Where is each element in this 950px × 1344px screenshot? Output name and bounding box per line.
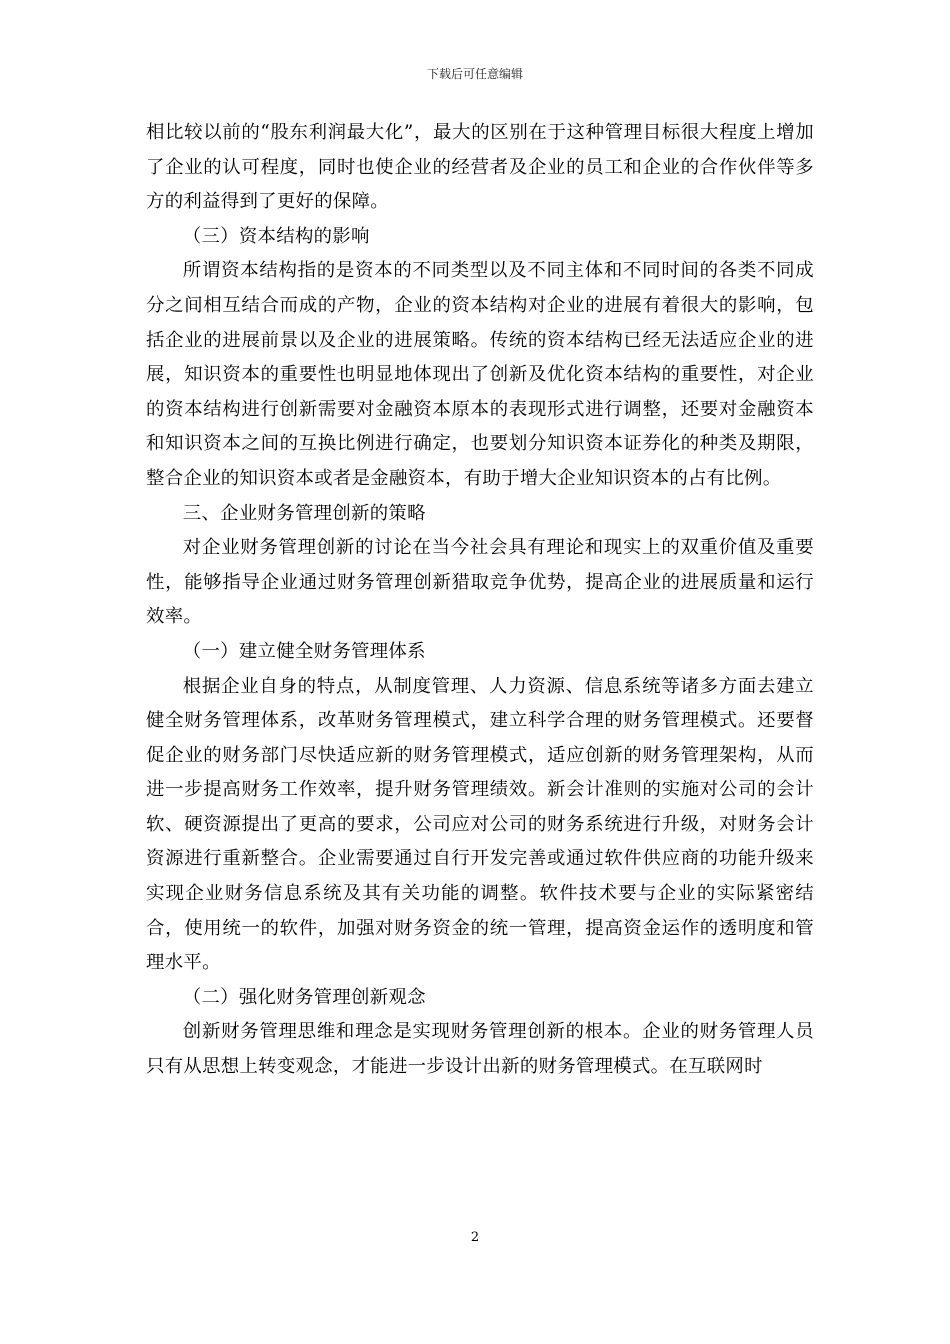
paragraph-management-system: 根据企业自身的特点，从制度管理、人力资源、信息系统等诸多方面去建立健全财务管理体系，改革财务管理模式，建立科学合理的财务管理模式。还要督促企业的财务部门尽快适应新的财务管理模式，适应创新的财务管理架构，从而进一步提高财务工作效率，提升财务管理绩效。新会计准则的实施对公司的会计软、硬资源提出了更高的要求，公司应对公司的财务系统进行升级，对财务会计资源进行重新整合。企业需要通过自行开发完善或通过软件供应商的功能升级来实现企业财务信息系统及其有关功能的调整。软件技术要与企业的实际紧密结合，使用统一的软件，加强对财务资金的统一管理，提高资金运作的透明度和管理水平。	[146, 675, 814, 974]
page-number: 2	[470, 1230, 480, 1245]
section-heading-innovation-concept: （二）强化财务管理创新观念	[182, 986, 426, 1008]
paragraph-strategies-intro: 对企业财务管理创新的讨论在当今社会具有理论和现实上的双重价值及重要性，能够指导企业通过财务管理创新猎取竞争优势，提高企业的进展质量和运行效率。	[146, 537, 814, 628]
document-body	[146, 116, 814, 1085]
paragraph-innovation-concept: 创新财务管理思维和理念是实现财务管理创新的根本。企业的财务管理人员只有从思想上转变观念，才能进一步设计出新的财务管理模式。在互联网时	[146, 1021, 814, 1078]
section-heading-management-system: （一）建立健全财务管理体系	[182, 640, 426, 662]
page-header: 下载后可任意编辑	[426, 67, 523, 81]
section-heading-capital-structure: （三）资本结构的影响	[182, 225, 370, 247]
paragraph-capital-structure: 所谓资本结构指的是资本的不同类型以及不同主体和不同时间的各类不同成分之间相互结合而成的产物，企业的资本结构对企业的进展有着很大的影响，包括企业的进展前景以及企业的进展策略。传统的资本结构已经无法适应企业的进展，知识资本的重要性也明显地体现出了创新及优化资本结构的重要性，对企业的资本结构进行创新需要对金融资本原本的表现形式进行调整，还要对金融资本和知识资本之间的互换比例进行确定，也要划分知识资本证券化的种类及期限，整合企业的知识资本或者是金融资本，有助于增大企业知识资本的占有比例。	[146, 260, 814, 489]
paragraph-continuation: 相比较以前的“股东利润最大化”，最大的区别在于这种管理目标很大程度上增加了企业的认可程度，同时也使企业的经营者及企业的员工和企业的合作伙伴等多方的利益得到了更好的保障。	[146, 122, 814, 213]
section-heading-strategies: 三、企业财务管理创新的策略	[182, 502, 426, 524]
